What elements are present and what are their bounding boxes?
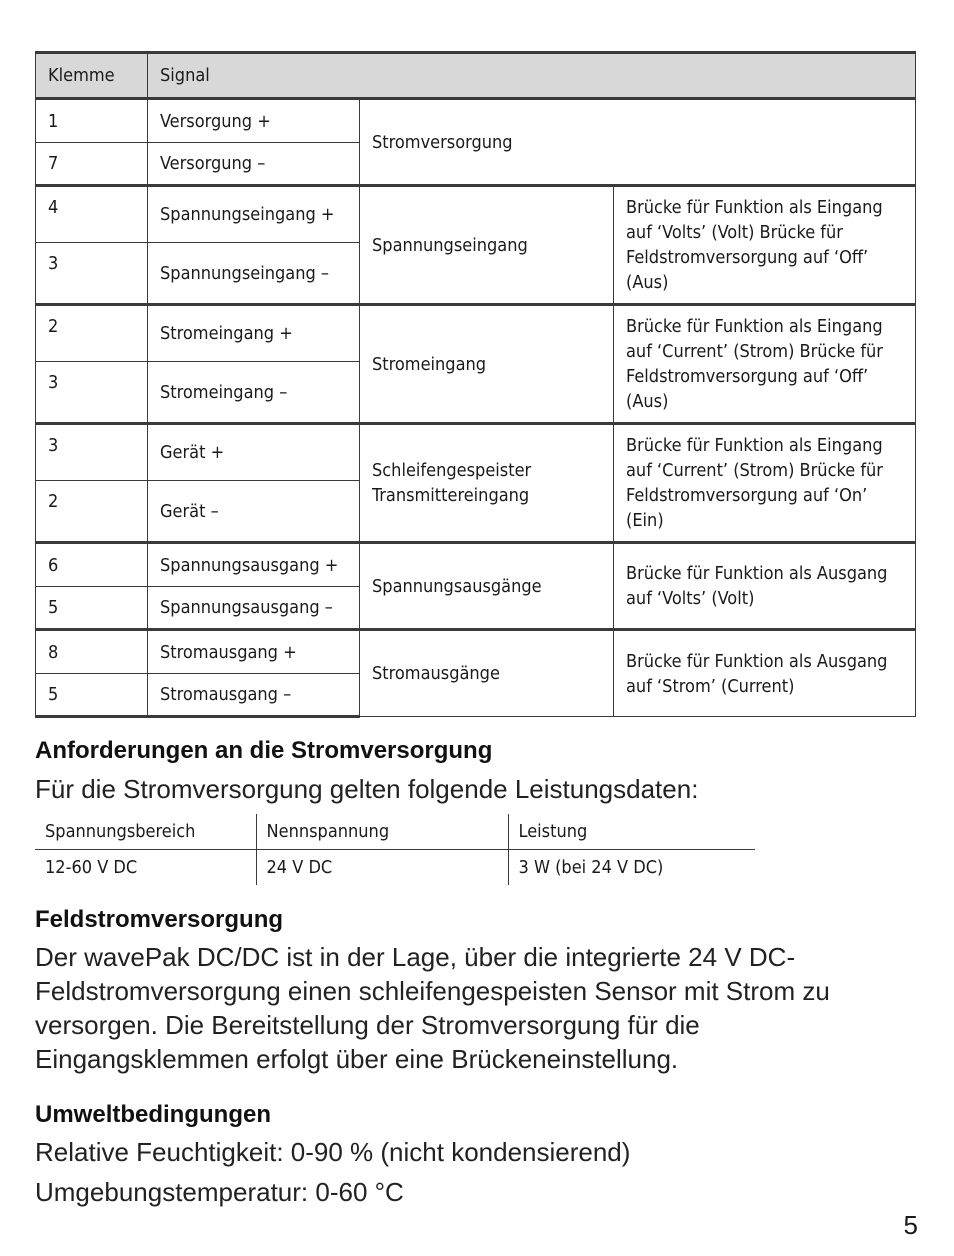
power-table	[35, 814, 755, 885]
terminal-row	[36, 186, 916, 243]
signal-cell: Spannungseingang –	[148, 243, 360, 305]
note-cell: Brücke für Funktion als Eingang auf ‘Volts’ (Volt) Brücke für Feldstromversorgung auf ‘Off’ (Aus)	[614, 186, 916, 305]
signal-cell: Stromausgang +	[148, 630, 360, 674]
terminal-row	[36, 543, 916, 587]
power-table-header-row	[35, 814, 755, 850]
header-klemme: Klemme	[36, 53, 148, 99]
terminal-table-header-row	[36, 53, 916, 99]
signal-cell: Stromeingang +	[148, 305, 360, 362]
signal-cell: Versorgung –	[148, 143, 360, 186]
page-number: 5	[903, 1210, 918, 1240]
note-cell: Brücke für Funktion als Ausgang auf ‘Volts’ (Volt)	[614, 543, 916, 630]
note-cell: Brücke für Funktion als Eingang auf ‘Current’ (Strom) Brücke für Feldstromversorgung auf ‘Off’ (Aus)	[614, 305, 916, 424]
klemme-cell: 3	[36, 362, 148, 424]
header-spannungsbereich: Spannungsbereich	[35, 814, 256, 850]
header-leistung: Leistung	[508, 814, 755, 850]
terminal-table	[35, 51, 916, 718]
function-cell: Spannungsausgänge	[360, 543, 614, 630]
env-temperature: Umgebungstemperatur: 0-60 °C	[35, 1177, 404, 1207]
terminal-row	[36, 630, 916, 674]
signal-cell: Versorgung +	[148, 99, 360, 143]
terminal-row	[36, 424, 916, 481]
signal-cell: Gerät +	[148, 424, 360, 481]
power-heading: Anforderungen an die Stromversorgung	[35, 737, 493, 764]
env-heading: Umweltbedingungen	[35, 1101, 271, 1128]
klemme-cell: 2	[36, 481, 148, 543]
function-cell: Stromeingang	[360, 305, 614, 424]
header-nennspannung: Nennspannung	[256, 814, 508, 850]
signal-cell: Spannungsausgang +	[148, 543, 360, 587]
signal-cell: Gerät –	[148, 481, 360, 543]
klemme-cell: 4	[36, 186, 148, 243]
function-cell: Stromversorgung	[360, 99, 916, 186]
klemme-cell: 5	[36, 674, 148, 717]
signal-cell: Spannungseingang +	[148, 186, 360, 243]
cell-nennspannung: 24 V DC	[256, 850, 508, 886]
klemme-cell: 3	[36, 424, 148, 481]
klemme-cell: 8	[36, 630, 148, 674]
klemme-cell: 7	[36, 143, 148, 186]
signal-cell: Spannungsausgang –	[148, 587, 360, 630]
terminal-row	[36, 99, 916, 143]
note-cell: Brücke für Funktion als Ausgang auf ‘Strom’ (Current)	[614, 630, 916, 717]
terminal-row	[36, 305, 916, 362]
klemme-cell: 1	[36, 99, 148, 143]
signal-cell: Stromausgang –	[148, 674, 360, 717]
klemme-cell: 5	[36, 587, 148, 630]
klemme-cell: 3	[36, 243, 148, 305]
env-humidity: Relative Feuchtigkeit: 0-90 % (nicht kondensierend)	[35, 1137, 631, 1167]
power-table-row	[35, 850, 755, 886]
cell-leistung: 3 W (bei 24 V DC)	[508, 850, 755, 886]
field-text: Der wavePak DC/DC ist in der Lage, über die integrierte 24 V DC-Feldstromversorgung einen schleifengespeisten Sensor mit Strom zu versorgen. Die Bereitstellung der Stromversorgung für die Eingangsklemmen erfolgt über eine Brückeneinstellung.	[35, 942, 830, 1074]
cell-spannungsbereich: 12-60 V DC	[45, 857, 138, 878]
header-signal: Signal	[148, 53, 916, 99]
klemme-cell: 2	[36, 305, 148, 362]
power-intro: Für die Stromversorgung gelten folgende Leistungsdaten:	[35, 774, 699, 804]
function-cell: Stromausgänge	[360, 630, 614, 717]
note-cell: Brücke für Funktion als Eingang auf ‘Current’ (Strom) Brücke für Feldstromversorgung auf ‘On’ (Ein)	[614, 424, 916, 543]
signal-cell: Stromeingang –	[148, 362, 360, 424]
klemme-cell: 6	[36, 543, 148, 587]
field-heading: Feldstromversorgung	[35, 906, 284, 933]
function-cell: Spannungseingang	[360, 186, 614, 305]
function-cell: Schleifengespeister Transmittereingang	[360, 424, 614, 543]
